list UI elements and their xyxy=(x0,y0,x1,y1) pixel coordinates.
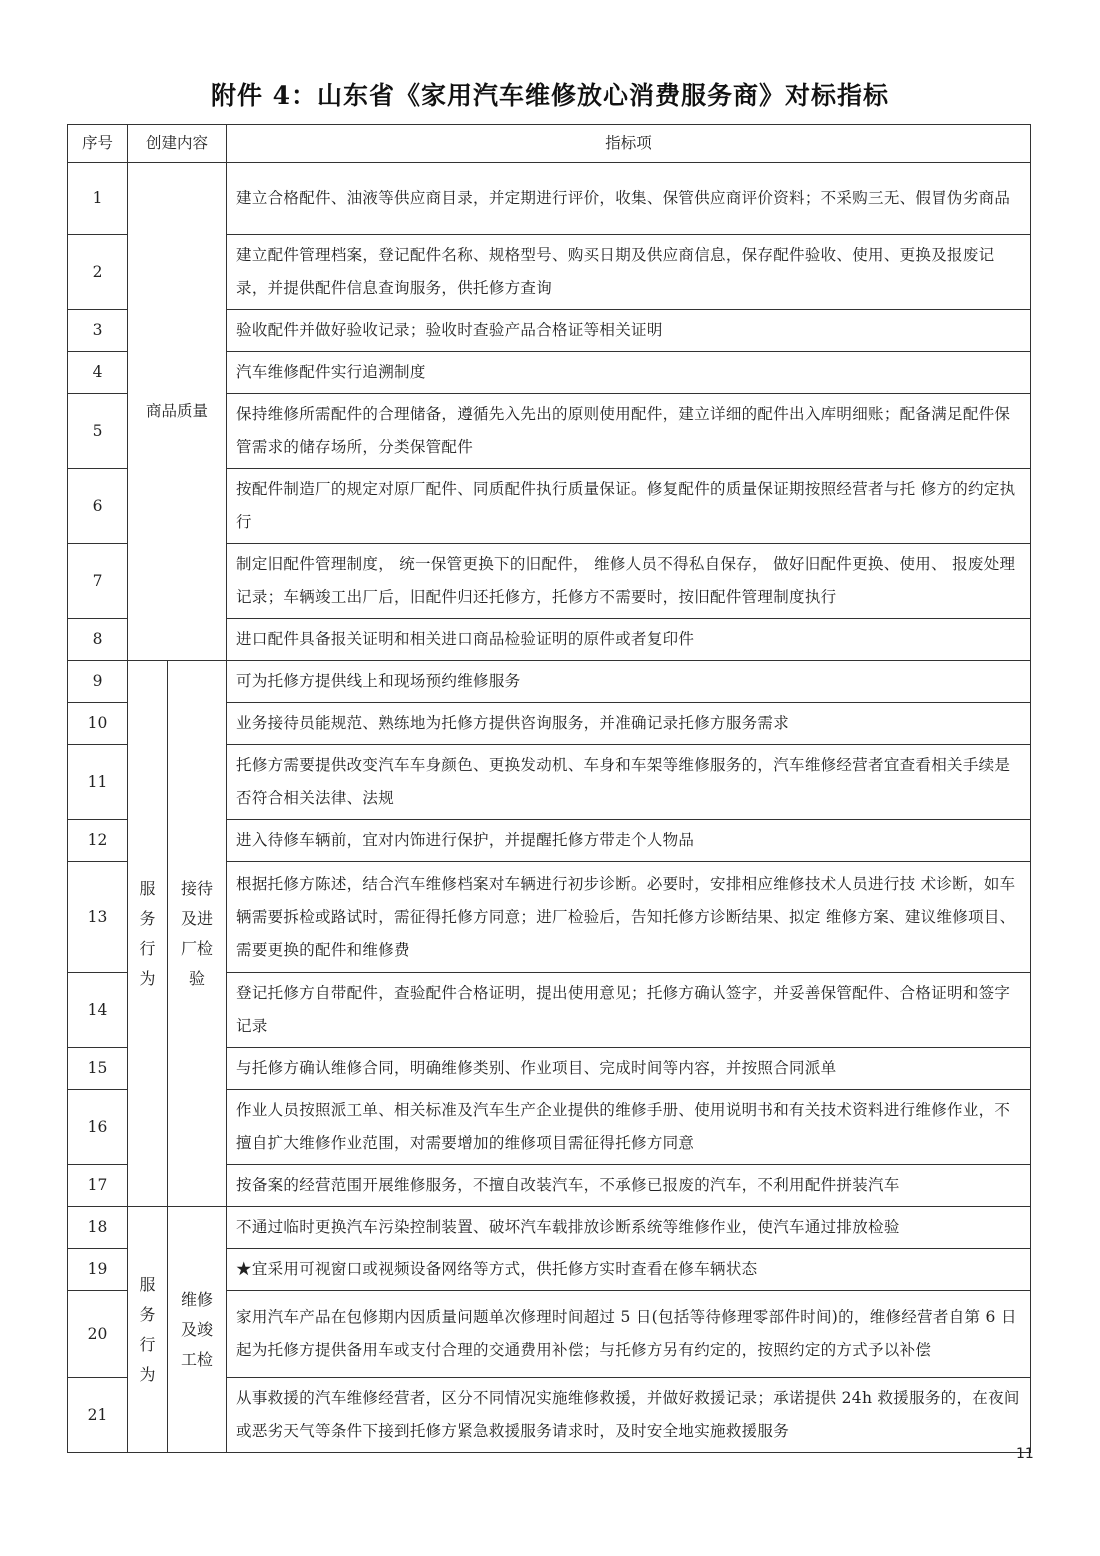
row-text: 不通过临时更换汽车污染控制装置、破坏汽车载排放诊断系统等维修作业，使汽车通过排放检验 xyxy=(227,1207,1031,1249)
row-number: 9 xyxy=(68,661,128,703)
criteria-table xyxy=(67,124,1031,1453)
row-text: 可为托修方提供线上和现场预约维修服务 xyxy=(227,661,1031,703)
category-product-quality: 商品质量 xyxy=(128,163,227,661)
row-number: 10 xyxy=(68,703,128,745)
row-text: 与托修方确认维修合同，明确维修类别、作业项目、完成时间等内容，并按照合同派单 xyxy=(227,1048,1031,1090)
row-text: 保持维修所需配件的合理储备，遵循先入先出的原则使用配件，建立详细的配件出入库明细账；配备满足配件保管需求的储存场所，分类保管配件 xyxy=(227,394,1031,469)
row-number: 15 xyxy=(68,1048,128,1090)
table-header-row xyxy=(68,125,1031,163)
row-number: 16 xyxy=(68,1090,128,1165)
row-number: 19 xyxy=(68,1249,128,1291)
row-text: 根据托修方陈述，结合汽车维修档案对车辆进行初步诊断。必要时，安排相应维修技术人员进行技 术诊断，如车辆需要拆检或路试时，需征得托修方同意；进厂检验后，告知托修方诊断结果、拟定 维修方案、建议维修项目、需要更换的配件和维修费 xyxy=(227,862,1031,973)
table-row xyxy=(68,661,1031,703)
row-text: 托修方需要提供改变汽车车身颜色、更换发动机、车身和车架等维修服务的，汽车维修经营者宜查看相关手续是否符合相关法律、法规 xyxy=(227,745,1031,820)
row-number: 18 xyxy=(68,1207,128,1249)
row-number: 8 xyxy=(68,619,128,661)
header-content: 创建内容 xyxy=(128,125,227,163)
row-text: 按备案的经营范围开展维修服务，不擅自改装汽车，不承修已报废的汽车，不利用配件拼装汽车 xyxy=(227,1165,1031,1207)
row-text: ★宜采用可视窗口或视频设备网络等方式，供托修方实时查看在修车辆状态 xyxy=(227,1249,1031,1291)
row-number: 21 xyxy=(68,1378,128,1453)
row-text: 从事救援的汽车维修经营者，区分不同情况实施维修救援，并做好救援记录；承诺提供 24h 救援服务的，在夜间或恶劣天气等条件下接到托修方紧急救援服务请求时，及时安全地实施救援服务 xyxy=(227,1378,1031,1453)
row-text: 业务接待员能规范、熟练地为托修方提供咨询服务，并准确记录托修方服务需求 xyxy=(227,703,1031,745)
row-text: 按配件制造厂的规定对原厂配件、同质配件执行质量保证。修复配件的质量保证期按照经营者与托 修方的约定执行 xyxy=(227,469,1031,544)
row-text: 制定旧配件管理制度， 统一保管更换下的旧配件， 维修人员不得私自保存， 做好旧配件更换、使用、 报废处理记录；车辆竣工出厂后，旧配件归还托修方，托修方不需要时，按旧配件管理制度执行 xyxy=(227,544,1031,619)
table-row xyxy=(68,1207,1031,1249)
row-text: 进口配件具备报关证明和相关进口商品检验证明的原件或者复印件 xyxy=(227,619,1031,661)
row-text: 汽车维修配件实行追溯制度 xyxy=(227,352,1031,394)
row-text: 作业人员按照派工单、相关标准及汽车生产企业提供的维修手册、使用说明书和有关技术资料进行维修作业，不擅自扩大维修作业范围，对需要增加的维修项目需征得托修方同意 xyxy=(227,1090,1031,1165)
row-number: 5 xyxy=(68,394,128,469)
row-number: 14 xyxy=(68,973,128,1048)
row-text: 进入待修车辆前，宜对内饰进行保护，并提醒托修方带走个人物品 xyxy=(227,820,1031,862)
header-num: 序号 xyxy=(68,125,128,163)
row-number: 20 xyxy=(68,1291,128,1378)
header-item: 指标项 xyxy=(227,125,1031,163)
row-number: 6 xyxy=(68,469,128,544)
row-number: 1 xyxy=(68,163,128,235)
row-number: 2 xyxy=(68,235,128,310)
category-service-behavior-2: 服务行为 xyxy=(128,1207,168,1453)
row-number: 7 xyxy=(68,544,128,619)
category-service-behavior: 服务行为 xyxy=(128,661,168,1207)
table-row xyxy=(68,163,1031,235)
row-text: 登记托修方自带配件，查验配件合格证明，提出使用意见；托修方确认签字，并妥善保管配件、合格证明和签字记录 xyxy=(227,973,1031,1048)
row-number: 3 xyxy=(68,310,128,352)
subcategory-reception-inspection: 接待及进厂检验 xyxy=(168,661,227,1207)
subcategory-repair-completion: 维修及竣工检 xyxy=(168,1207,227,1453)
row-number: 13 xyxy=(68,862,128,973)
row-text: 建立配件管理档案，登记配件名称、规格型号、购买日期及供应商信息，保存配件验收、使用、更换及报废记录，并提供配件信息查询服务，供托修方查询 xyxy=(227,235,1031,310)
row-text: 验收配件并做好验收记录；验收时查验产品合格证等相关证明 xyxy=(227,310,1031,352)
row-text: 家用汽车产品在包修期内因质量问题单次修理时间超过 5 日(包括等待修理零部件时间)的，维修经营者自第 6 日起为托修方提供备用车或支付合理的交通费用补偿；与托修方另有约定的，按照约定的方式予以补偿 xyxy=(227,1291,1031,1378)
row-text: 建立合格配件、油液等供应商目录，并定期进行评价，收集、保管供应商评价资料；不采购三无、假冒伪劣商品 xyxy=(227,163,1031,235)
row-number: 12 xyxy=(68,820,128,862)
row-number: 17 xyxy=(68,1165,128,1207)
page-number: 11 xyxy=(1016,1446,1034,1462)
row-number: 4 xyxy=(68,352,128,394)
document-title: 附件 4：山东省《家用汽车维修放心消费服务商》对标指标 xyxy=(210,81,890,110)
row-number: 11 xyxy=(68,745,128,820)
